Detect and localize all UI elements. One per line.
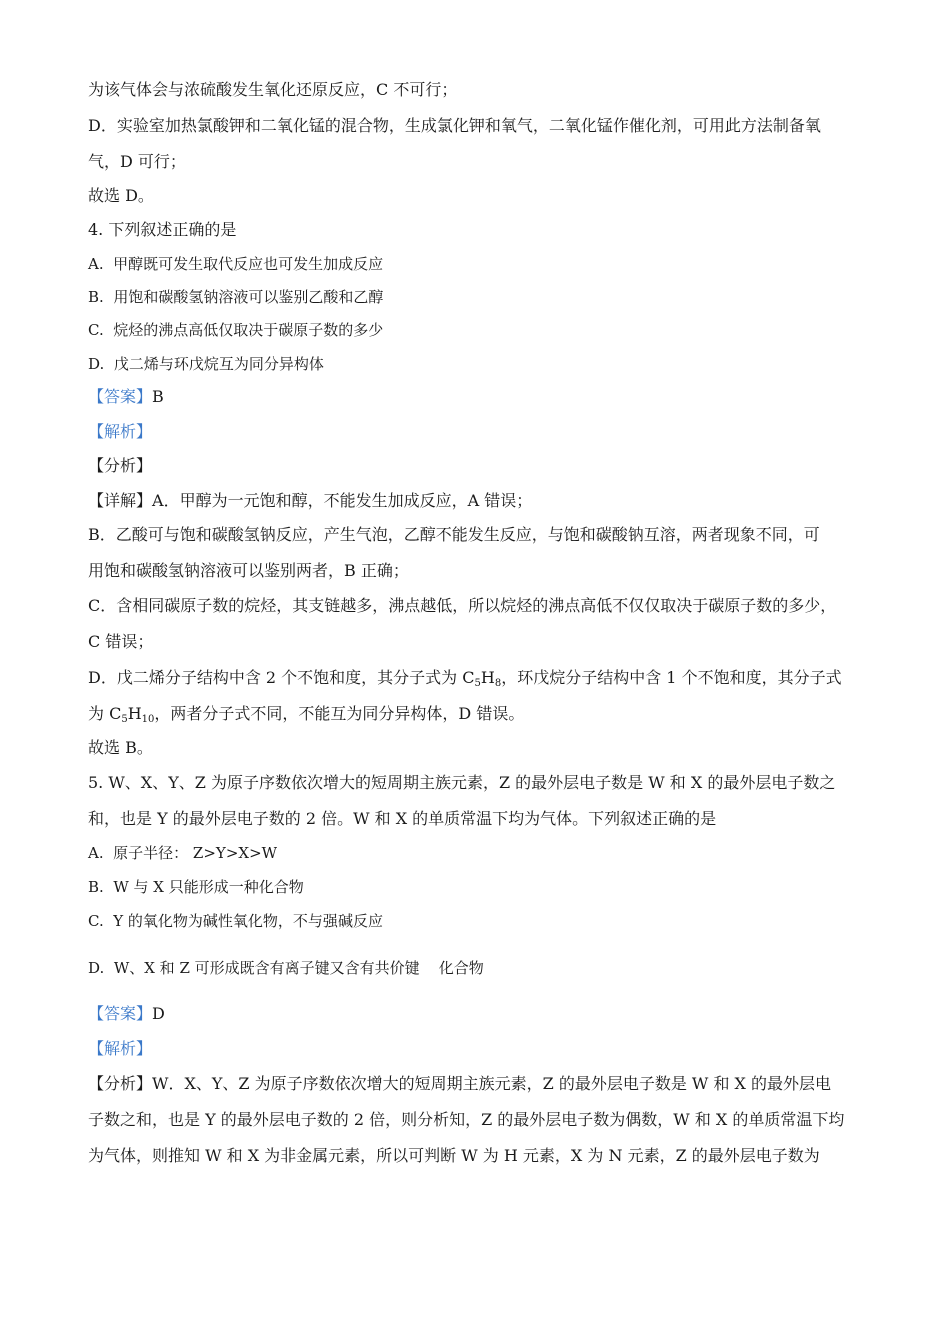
q4-fenxi-label: 【分析】 (88, 456, 153, 475)
q5-answer (88, 1004, 165, 1024)
option-text: Y 的氧化物为碱性氧化物，不与强碱反应 (113, 912, 383, 930)
option-letter: B. (88, 878, 104, 896)
q3-line-c: 为该气体会与浓硫酸发生氧化还原反应，C 不可行； (88, 80, 458, 99)
q4-detail-b2: 用饱和碳酸氢钠溶液可以鉴别两者，B 正确； (88, 561, 409, 580)
option-letter: D. (88, 959, 105, 977)
option-text: 烷烃的沸点高低仅取决于碳原子数的多少 (113, 321, 384, 339)
q5-option-a (88, 843, 277, 863)
q5-stem-1: 5. W、X、Y、Z 为原子序数依次增大的短周期主族元素，Z 的最外层电子数是 W 和 X 的最外层电子数之 (88, 773, 836, 792)
formula-element: H (480, 668, 495, 687)
option-text: W 与 X 只能形成一种化合物 (113, 878, 304, 896)
q5-option-d (88, 958, 484, 978)
option-letter: A. (88, 844, 104, 862)
detail-d1-text: D．戊二烯分子结构中含 2 个不饱和度，其分子式为 C (88, 668, 475, 687)
q4-conclusion: 故选 B。 (88, 738, 153, 757)
option-letter: B. (88, 288, 104, 306)
q4-detail-b1: B．乙酸可与饱和碳酸氢钠反应，产生气泡，乙醇不能发生反应，与饱和碳酸钠互溶，两者现象不同，可 (88, 525, 820, 544)
detail-text: A．甲醇为一元饱和醇，不能发生加成反应，A 错误； (152, 491, 533, 510)
q4-detail-a (88, 491, 532, 511)
q5-fenxi-2: 子数之和，也是 Y 的最外层电子数的 2 倍，则分析知，Z 的最外层电子数为偶数，W 和 X 的单质常温下均 (88, 1110, 845, 1129)
q4-detail-c1: C．含相同碳原子数的烷烃，其支链越多，沸点越低，所以烷烃的沸点高低不仅仅取决于碳原子数的多少， (88, 596, 837, 615)
q3-conclusion: 故选 D。 (88, 186, 154, 205)
formula-subscript: 8 (494, 678, 502, 689)
answer-value: B (152, 387, 164, 406)
answer-label: 【答案】 (88, 387, 153, 406)
q4-jiexi-label: 【解析】 (88, 422, 153, 441)
option-letter: C. (88, 321, 104, 339)
q3-line-d1: D．实验室加热氯酸钾和二氧化锰的混合物，生成氯化钾和氧气，二氧化锰作催化剂，可用此方法制备氧 (88, 116, 821, 135)
q5-fenxi-1 (88, 1074, 831, 1094)
option-letter: D. (88, 355, 105, 373)
option-text: 甲醇既可发生取代反应也可发生加成反应 (113, 255, 384, 273)
q5-option-c (88, 911, 383, 931)
q5-fenxi-3: 为气体，则推知 W 和 X 为非金属元素，所以可判断 W 为 H 元素，X 为 N 元素，Z 的最外层电子数为 (88, 1146, 820, 1165)
option-text: 戊二烯与环戊烷互为同分异构体 (113, 355, 324, 373)
q4-option-b (88, 287, 383, 307)
q4-detail-c2: C 错误； (88, 632, 154, 651)
q3-line-d2: 气，D 可行； (88, 152, 186, 171)
q4-answer (88, 387, 164, 407)
option-text: 原子半径： Z>Y>X>W (113, 844, 278, 862)
q5-stem-2: 和，也是 Y 的最外层电子数的 2 倍。W 和 X 的单质常温下均为气体。下列叙述正确的是 (88, 809, 717, 828)
q5-option-b (88, 877, 304, 897)
q5-jiexi-label: 【解析】 (88, 1039, 153, 1058)
formula-subscript: 5 (121, 714, 128, 725)
detail-d2-text: 为 C (88, 704, 122, 723)
formula-subscript: 5 (474, 678, 481, 689)
formula-subscript: 10 (141, 714, 155, 725)
q4-detail-d2 (88, 704, 524, 724)
q4-stem: 4. 下列叙述正确的是 (88, 220, 237, 239)
option-letter: C. (88, 912, 104, 930)
q4-option-c (88, 320, 383, 340)
detail-label: 【详解】 (88, 491, 153, 510)
q4-option-a (88, 254, 383, 274)
formula-element: H (127, 704, 142, 723)
fenxi-label: 【分析】 (88, 1074, 153, 1093)
detail-d1-text: ，环戊烷分子结构中含 1 个不饱和度，其分子式 (501, 668, 842, 687)
option-letter: A. (88, 255, 104, 273)
q4-option-d (88, 354, 324, 374)
detail-d2-text: ，两者分子式不同，不能互为同分异构体，D 错误。 (154, 704, 525, 723)
fenxi-text: W．X、Y、Z 为原子序数依次增大的短周期主族元素，Z 的最外层电子数是 W 和 X 的最外层电 (152, 1074, 832, 1093)
option-text: W、X 和 Z 可形成既含有离子键又含有共价键 化合物 (113, 959, 484, 977)
answer-value: D (152, 1004, 165, 1023)
option-text: 用饱和碳酸氢钠溶液可以鉴别乙酸和乙醇 (113, 288, 384, 306)
answer-label: 【答案】 (88, 1004, 153, 1023)
q4-detail-d1 (88, 668, 842, 688)
